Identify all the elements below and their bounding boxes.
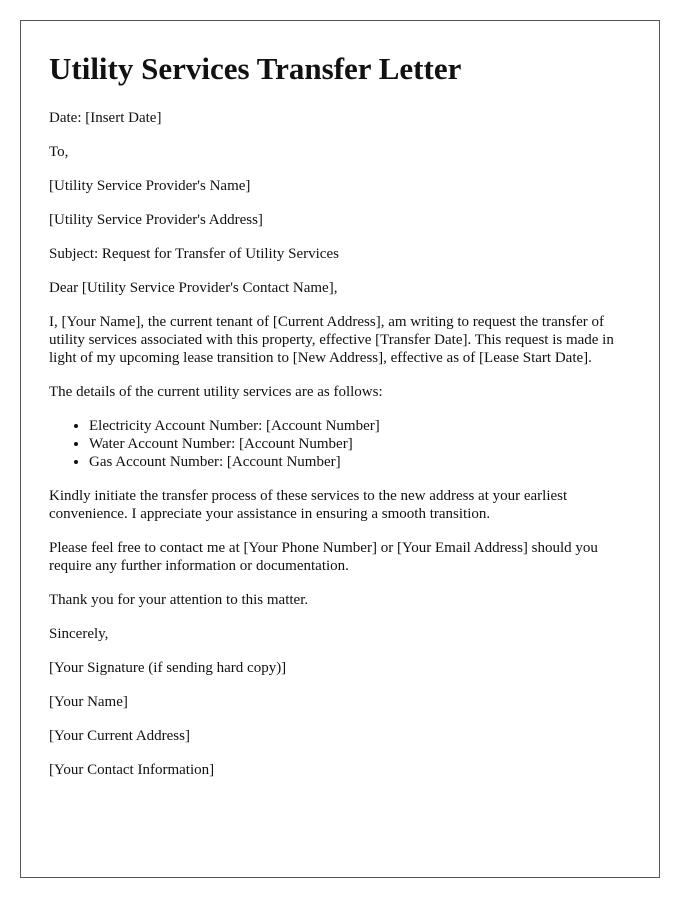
sender-contact: [Your Contact Information] [49, 762, 215, 778]
body-paragraph-intro: I, [Your Name], the current tenant of [Current Address], am writing to request the transfer of utility services associated with this property, effective [Transfer Date]. This request is made in light of my upcoming lease transition to [New Address], effective as of [Lease Start Date]. [49, 314, 614, 366]
body-paragraph-request: Kindly initiate the transfer process of these services to the new address at your earliest convenience. I appreciate your assistance in ensuring a smooth transition. [49, 488, 568, 522]
signature-line: [Your Signature (if sending hard copy)] [49, 660, 287, 676]
details-intro: The details of the current utility services are as follows: [49, 384, 383, 400]
closing-line: Sincerely, [49, 626, 109, 642]
letter-title: Utility Services Transfer Letter [49, 51, 462, 86]
list-item-gas: • Gas Account Number: [Account Number] [89, 453, 631, 471]
date-line: Date: [Insert Date] [49, 110, 162, 126]
subject-line: Subject: Request for Transfer of Utility Services [49, 246, 339, 262]
thanks-line: Thank you for your attention to this matter. [49, 592, 309, 608]
list-item-electricity: • Electricity Account Number: [Account Number] [89, 417, 631, 435]
sender-name: [Your Name] [49, 694, 128, 710]
body-paragraph-contact: Please feel free to contact me at [Your Phone Number] or [Your Email Address] should you require any further information or documentation. [49, 540, 598, 574]
provider-name: [Utility Service Provider's Name] [49, 178, 251, 194]
list-item-water: • Water Account Number: [Account Number] [89, 435, 631, 453]
account-list [49, 417, 631, 471]
provider-address: [Utility Service Provider's Address] [49, 212, 263, 228]
sender-address: [Your Current Address] [49, 728, 190, 744]
salutation: Dear [Utility Service Provider's Contact Name], [49, 280, 338, 296]
letter-page [20, 20, 660, 878]
to-line: To, [49, 144, 69, 160]
